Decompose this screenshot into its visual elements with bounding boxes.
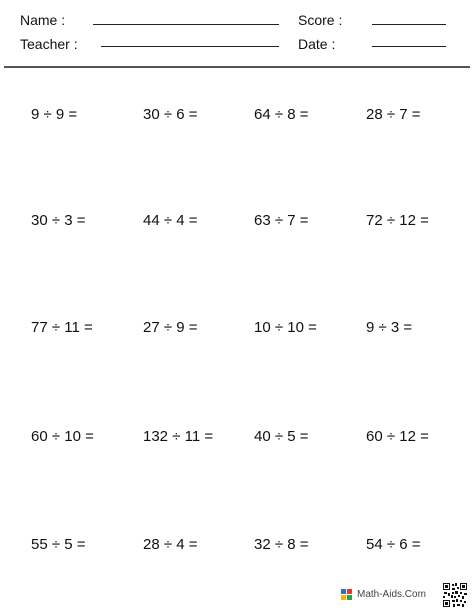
math-aids-logo xyxy=(341,588,426,602)
problem: 9 ÷ 3 = xyxy=(366,319,413,336)
qr-code-icon xyxy=(443,583,467,607)
problem: 55 ÷ 5 = xyxy=(31,536,86,553)
name-label: Name : xyxy=(20,12,66,28)
teacher-label: Teacher : xyxy=(20,36,78,52)
problem: 10 ÷ 10 = xyxy=(254,319,317,336)
problem: 28 ÷ 4 = xyxy=(143,536,198,553)
problem-row xyxy=(0,427,474,449)
problem: 44 ÷ 4 = xyxy=(143,212,198,229)
date-line xyxy=(372,46,446,47)
problem: 30 ÷ 3 = xyxy=(31,212,86,229)
problem: 132 ÷ 11 = xyxy=(143,428,214,445)
name-line xyxy=(93,24,279,25)
date-label: Date : xyxy=(298,36,336,52)
problem-row xyxy=(0,211,474,233)
problem: 9 ÷ 9 = xyxy=(31,106,78,123)
problem: 77 ÷ 11 = xyxy=(31,319,93,336)
problem: 27 ÷ 9 = xyxy=(143,319,198,336)
problem: 54 ÷ 6 = xyxy=(366,536,421,553)
score-label: Score : xyxy=(298,12,343,28)
problem-row xyxy=(0,105,474,127)
problem-row xyxy=(0,318,474,340)
problem-row xyxy=(0,535,474,557)
problem: 30 ÷ 6 = xyxy=(143,106,198,123)
problem: 28 ÷ 7 = xyxy=(366,106,421,123)
problem: 63 ÷ 7 = xyxy=(254,212,309,229)
header-separator xyxy=(4,66,470,68)
problem: 60 ÷ 12 = xyxy=(366,428,429,445)
calculator-icon xyxy=(341,589,353,602)
teacher-line xyxy=(101,46,279,47)
problem: 60 ÷ 10 = xyxy=(31,428,94,445)
problem: 64 ÷ 8 = xyxy=(254,106,309,123)
logo-text: Math-Aids.Com xyxy=(357,589,426,600)
problem: 72 ÷ 12 = xyxy=(366,212,429,229)
problem: 40 ÷ 5 = xyxy=(254,428,309,445)
problem: 32 ÷ 8 = xyxy=(254,536,309,553)
score-line xyxy=(372,24,446,25)
